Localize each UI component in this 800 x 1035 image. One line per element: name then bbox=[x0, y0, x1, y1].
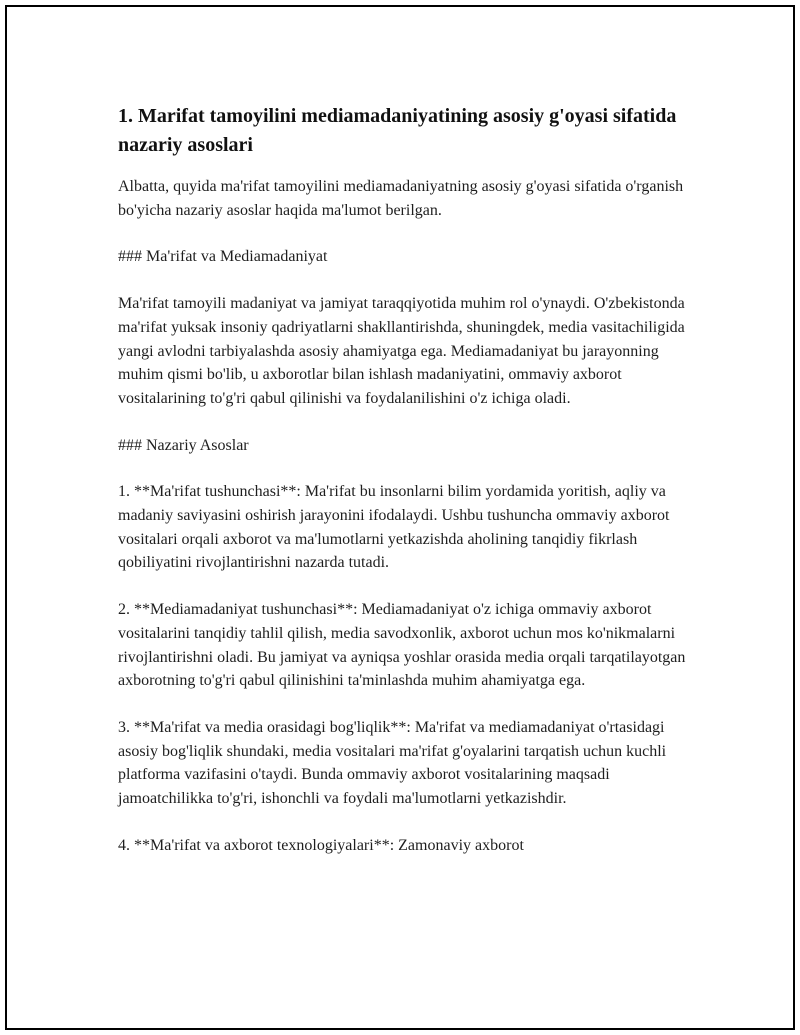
intro-paragraph: Albatta, quyida ma'rifat tamoyilini mediamadaniyatning asosiy g'oyasi sifatida o'rganish bo'yicha nazariy asoslar haqida ma'lumot berilgan. bbox=[118, 178, 684, 219]
list-item-4: 4. **Ma'rifat va axborot texnologiyalari**: Zamonaviy axborot bbox=[118, 836, 524, 854]
document-title: 1. Marifat tamoyilini mediamadaniyatining asosiy g'oyasi sifatida nazariy asoslari bbox=[118, 105, 677, 156]
document-body bbox=[118, 102, 708, 880]
section-heading-marifat-mediamadaniyat: ### Ma'rifat va Mediamadaniyat bbox=[118, 248, 328, 266]
list-item-3: 3. **Ma'rifat va media orasidagi bog'liqlik**: Ma'rifat va mediamadaniyat o'rtasidagi asosiy bog'liqlik shundaki, media vositalari ma'rifat g'oyalarini tarqatish uchun kuchli platforma vazifasini o'taydi. Bunda ommaviy axborot vositalarining maqsadi jamoatchilikka to'g'ri, ishonchli va foydali ma'lumotlarni yetkazishdir. bbox=[118, 718, 667, 808]
list-item-2: 2. **Mediamadaniyat tushunchasi**: Mediamadaniyat o'z ichiga ommaviy axborot vositalarini tanqidiy tahlil qilish, media savodxonlik, axborot uchun mos ko'nikmalarni rivojlantirishni oladi. Bu jamiyat va ayniqsa yoshlar orasida media orqali tarqatilayotgan axborotning to'g'ri qabul qilinishini ta'minlashda muhim ahamiyatga ega. bbox=[118, 601, 686, 690]
list-item-1: 1. **Ma'rifat tushunchasi**: Ma'rifat bu insonlarni bilim yordamida yoritish, aqliy va madaniy saviyasini oshirish jarayonini ifodalaydi. Ushbu tushuncha ommaviy axborot vositalari orqali axborot va ma'lumotlarni yetkazishda aholining tanqidiy fikrlash qobiliyatini rivojlantirishni nazarda tutadi. bbox=[118, 483, 670, 572]
page-frame bbox=[5, 5, 795, 1030]
section-heading-nazariy-asoslar: ### Nazariy Asoslar bbox=[118, 436, 249, 454]
marifat-paragraph: Ma'rifat tamoyili madaniyat va jamiyat taraqqiyotida muhim rol o'ynaydi. O'zbekistonda ma'rifat yuksak insoniy qadriyatlarni shakllantirishda, shuningdek, media vasitachiligida yangi avlodni tarbiyalashda asosiy ahamiyatga ega. Mediamadaniyat bu jarayonning muhim qismi bo'lib, u axborotlar bilan ishlash madaniyatini, ommaviy axborot vositalarining to'g'ri qabul qilinishi va foydalanilishini o'z ichiga oladi. bbox=[118, 295, 685, 407]
